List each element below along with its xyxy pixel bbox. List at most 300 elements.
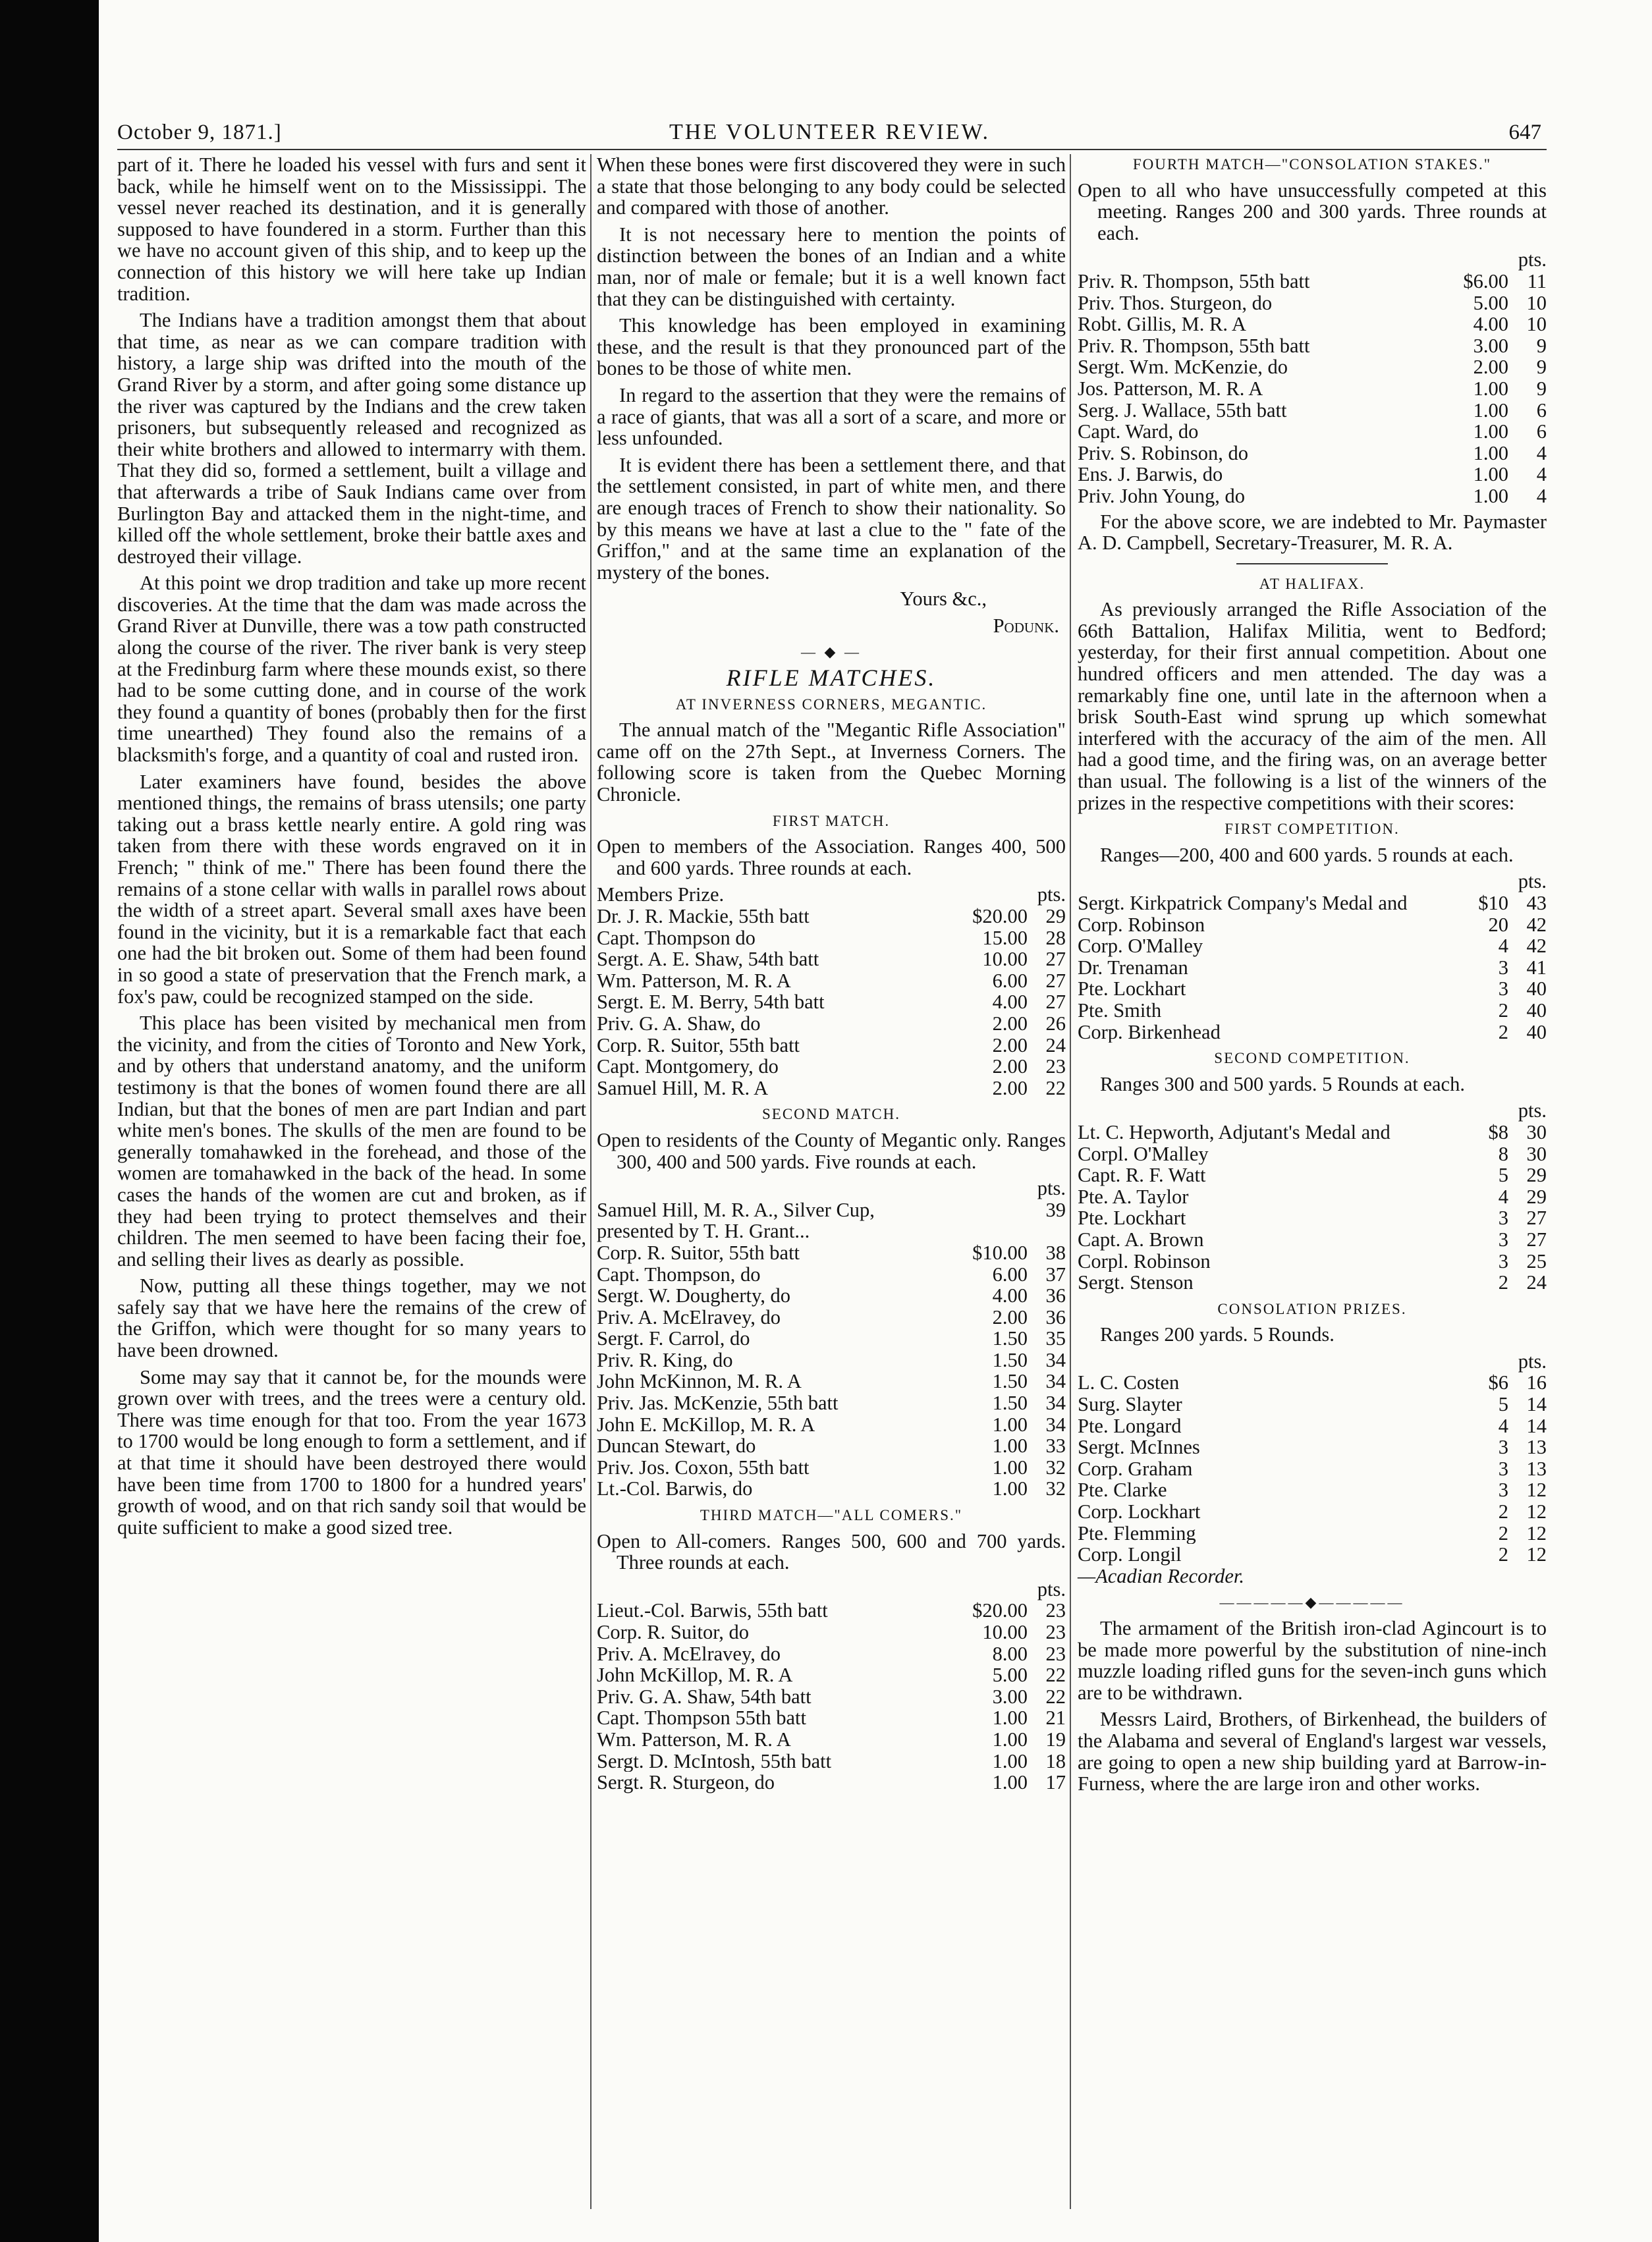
competitor-name: Priv. S. Robinson, do (1078, 442, 1249, 464)
competitor-name: Lt. C. Hepworth, Adjutant's Medal and (1078, 1121, 1390, 1143)
table-row (597, 1686, 1066, 1708)
prize-amount: 10.00 (982, 948, 1028, 971)
paragraph: When these bones were first discovered they were in such a state that those belonging to any body could be selected and compared with those of another. (597, 153, 1066, 219)
match-terms: Ranges—200, 400 and 600 yards. 5 rounds at each. (1100, 843, 1514, 866)
prize-amount: 2.00 (992, 1055, 1028, 1078)
paragraph: The armament of the British iron-clad Agincourt is to be made more powerful by the substitution of nine-inch muzzle loading rifled guns for the seven-inch guns which are to be withdrawn. (1078, 1617, 1547, 1704)
prize-amount: 8 (1498, 1142, 1508, 1165)
points: 21 (1045, 1707, 1066, 1730)
subheading-second-competition: SECOND COMPETITION. (1214, 1050, 1410, 1067)
competitor-name: Pte. Lockhart (1078, 978, 1186, 1000)
pts-label: pts. (1037, 1177, 1066, 1200)
table-row (597, 1078, 1066, 1099)
table-row (1078, 485, 1547, 507)
score-table-third-match (597, 1600, 1066, 1793)
table-row (1078, 1143, 1547, 1165)
competitor-name: Lieut.-Col. Barwis, 55th batt (597, 1600, 828, 1622)
prize-amount: 1.00 (1473, 463, 1508, 486)
competitor-name: Wm. Patterson, M. R. A (597, 1728, 791, 1751)
column-1 (117, 154, 586, 1543)
paragraph: part of it. There he loaded his vessel with furs and sent it back, while he himself went on to the Mississippi. The vessel never reached its destination, and it is generally supposed to have foundered in a storm. Further than this we have no account given of this ship, and to keep up the connection of this history we will here take up Indian tradition. (117, 153, 586, 305)
table-row (1078, 957, 1547, 979)
divider (1236, 563, 1388, 564)
prize-amount: 1.00 (992, 1435, 1028, 1458)
points: 27 (1526, 1228, 1547, 1251)
points: 27 (1045, 948, 1066, 971)
prize-amount: 6.00 (992, 1263, 1028, 1286)
competitor-name: Dr. J. R. Mackie, 55th batt (597, 906, 810, 927)
points: 41 (1526, 956, 1547, 979)
table-row (1078, 1164, 1547, 1186)
column-divider-1 (590, 154, 592, 2209)
header-date: October 9, 1871.] (117, 121, 282, 144)
source-credit: —Acadian Recorder. (1078, 1564, 1244, 1587)
points: 4 (1536, 441, 1547, 464)
prize-amount: 1.00 (992, 1456, 1028, 1479)
prize-amount: $20.00 (972, 905, 1028, 927)
subheading-fourth-match: FOURTH MATCH—"CONSOLATION STAKES." (1132, 156, 1492, 173)
pts-label: pts. (1518, 248, 1547, 271)
ornament-divider: —————◆————— (1219, 1594, 1405, 1611)
competitor-name: Lt.-Col. Barwis, do (597, 1478, 753, 1500)
paragraph: Messrs Laird, Brothers, of Birkenhead, the builders of the Alabama and several of England's largest war vessels, are going to open a new ship building yard at Barrow-in-Furness, where the are large iron and other works. (1078, 1708, 1547, 1795)
table-row (1078, 1458, 1547, 1480)
competitor-name: Ens. J. Barwis, do (1078, 464, 1223, 485)
competitor-name: L. C. Costen (1078, 1372, 1180, 1394)
points: 36 (1045, 1284, 1066, 1307)
competitor-name: Sergt. W. Dougherty, do (597, 1285, 790, 1307)
prize-amount: 5 (1498, 1164, 1508, 1187)
points: 17 (1045, 1771, 1066, 1794)
points: 23 (1045, 1055, 1066, 1078)
pts-label: pts. (1037, 883, 1066, 906)
points: 36 (1045, 1305, 1066, 1328)
prize-amount: 20 (1488, 913, 1508, 936)
competitor-name: Corp. R. Suitor, 55th batt (597, 1034, 800, 1056)
competitor-name: Sergt. Wm. McKenzie, do (1078, 356, 1288, 378)
table-row (1078, 935, 1547, 957)
prize-amount (955, 1199, 1028, 1242)
prize-amount: 2.00 (992, 1305, 1028, 1328)
points: 42 (1526, 913, 1547, 936)
prize-amount: 2.00 (992, 1033, 1028, 1056)
competitor-name: Jos. Patterson, M. R. A (1078, 377, 1263, 400)
points: 13 (1526, 1457, 1547, 1480)
subheading-third-match: THIRD MATCH—"ALL COMERS." (700, 1507, 963, 1524)
ornament-divider: — ◆ — (801, 643, 862, 661)
table-row (1078, 335, 1547, 357)
competitor-name: Robt. Gillis, M. R. A (1078, 314, 1246, 335)
column-3 (1078, 154, 1547, 1800)
points: 23 (1045, 1642, 1066, 1665)
points: 23 (1045, 1621, 1066, 1643)
points: 29 (1526, 1185, 1547, 1208)
competitor-name: Sergt. Stenson (1078, 1272, 1194, 1294)
table-row (1078, 378, 1547, 400)
table-row (597, 1242, 1066, 1264)
points: 22 (1045, 1076, 1066, 1099)
competitor-name: Sergt. D. McIntosh, 55th batt (597, 1750, 832, 1772)
prize-amount: 3 (1498, 1436, 1508, 1459)
points: 12 (1526, 1521, 1547, 1545)
table-row (1078, 1000, 1547, 1022)
table-row (597, 1707, 1066, 1729)
score-table-second-match (597, 1199, 1066, 1500)
score-table-fourth-match (1078, 271, 1547, 507)
table-row (1078, 1122, 1547, 1143)
table-row (1078, 292, 1547, 314)
competitor-name: Capt. R. F. Watt (1078, 1164, 1206, 1186)
prize-amount: 8.00 (992, 1642, 1028, 1665)
prize-amount: 1.50 (992, 1370, 1028, 1393)
prize-amount: $6 (1488, 1371, 1508, 1394)
competitor-name: Capt. Thompson do (597, 927, 756, 949)
signature: Podunk. (993, 614, 1059, 637)
prize-amount: 2.00 (1473, 356, 1508, 379)
prize-amount: 15.00 (982, 926, 1028, 949)
prize-amount: 4 (1498, 1414, 1508, 1437)
prize-amount: $8 (1488, 1120, 1508, 1143)
prize-amount: 1.00 (992, 1771, 1028, 1794)
competitor-name: Samuel Hill, M. R. A (597, 1077, 769, 1099)
table-row (1078, 1523, 1547, 1545)
book-binding-edge (0, 0, 99, 2242)
points: 35 (1045, 1327, 1066, 1350)
competitor-name: Pte. Smith (1078, 999, 1162, 1022)
prize-amount: 1.00 (992, 1707, 1028, 1730)
table-row (1078, 314, 1547, 335)
competitor-name: Capt. A. Brown (1078, 1228, 1204, 1251)
prize-amount: 5.00 (992, 1664, 1028, 1687)
paragraph: The annual match of the "Megantic Rifle Association" came off on the 27th Sept., at Inverness Corners. The following score is taken from the Quebec Morning Chronicle. (597, 719, 1066, 806)
score-table-consolation (1078, 1372, 1547, 1565)
table-row (597, 1435, 1066, 1457)
points: 22 (1045, 1685, 1066, 1708)
points: 27 (1526, 1207, 1547, 1230)
competitor-name: Samuel Hill, M. R. A., Silver Cup, presented by T. H. Grant... (597, 1199, 875, 1242)
table-row (1078, 421, 1547, 443)
points: 28 (1045, 926, 1066, 949)
table-row (597, 1056, 1066, 1078)
points: 34 (1045, 1348, 1066, 1371)
competitor-name: Priv. G. A. Shaw, 54th batt (597, 1685, 812, 1708)
prize-amount: 1.00 (992, 1413, 1028, 1436)
points: 12 (1526, 1500, 1547, 1523)
table-row (1078, 1207, 1547, 1229)
points: 43 (1526, 892, 1547, 914)
prize-amount: 3.00 (992, 1685, 1028, 1708)
table-row (597, 1751, 1066, 1772)
competitor-name: Pte. Clarke (1078, 1479, 1167, 1502)
table-row (1078, 1501, 1547, 1523)
competitor-name: Corp. Lockhart (1078, 1501, 1201, 1523)
paragraph: It is not necessary here to mention the points of distinction between the bones of an Indian and a white man, nor of male or female; but it is a well known fact that they can be distinguished with certainty. (597, 223, 1066, 310)
pts-label: pts. (1518, 870, 1547, 893)
subheading-halifax: AT HALIFAX. (1259, 575, 1365, 592)
prize-amount: 4.00 (992, 991, 1028, 1014)
table-row (597, 948, 1066, 970)
points: 37 (1045, 1263, 1066, 1286)
table-row (597, 1414, 1066, 1436)
table-row (1078, 1544, 1547, 1566)
points: 4 (1536, 484, 1547, 507)
competitor-name: Pte. Longard (1078, 1415, 1182, 1437)
table-row (597, 1264, 1066, 1286)
points: 24 (1045, 1033, 1066, 1056)
table-row (597, 970, 1066, 992)
paragraph: Some may say that it cannot be, for the mounds were grown over with trees, and the trees were a century old. There was time enough for that too. From the year 1673 to 1700 would be long enough to form a settlement, and if at that time it should have been destroyed there would have been time from 1700 to 1800 for a hundred years' growth of wood, and on that rich sandy soil that would be quite sufficient to make a good sized tree. (117, 1365, 586, 1539)
table-row (597, 1013, 1066, 1035)
points: 40 (1526, 998, 1547, 1022)
competitor-name: Priv. R. Thompson, 55th batt (1078, 270, 1310, 292)
prize-amount: 1.00 (992, 1477, 1028, 1500)
paragraph: For the above score, we are indebted to Mr. Paymaster A. D. Campbell, Secretary-Treasurer, M. R. A. (1078, 510, 1547, 555)
points: 32 (1045, 1456, 1066, 1479)
match-terms: Ranges 200 yards. 5 Rounds. (1100, 1323, 1335, 1346)
prize-amount: 2 (1498, 1020, 1508, 1043)
points: 32 (1045, 1477, 1066, 1500)
points: 6 (1536, 420, 1547, 443)
points: 42 (1526, 935, 1547, 958)
points: 27 (1045, 969, 1066, 992)
prize-amount: 2 (1498, 1521, 1508, 1545)
points: 12 (1526, 1479, 1547, 1502)
points: 40 (1526, 1020, 1547, 1043)
match-terms: Open to all who have unsuccessfully competed at this meeting. Ranges 200 and 300 yards. Three rounds at each. (1078, 178, 1547, 244)
table-row (597, 991, 1066, 1013)
prize-amount: 2.00 (992, 1012, 1028, 1035)
match-terms: Open to All-comers. Ranges 500, 600 and 700 yards. Three rounds at each. (597, 1529, 1066, 1574)
prize-amount: 4.00 (992, 1284, 1028, 1307)
prize-amount: 1.00 (1473, 484, 1508, 507)
competitor-name: Dr. Trenaman (1078, 956, 1188, 979)
table-row (1078, 1372, 1547, 1394)
prize-amount: 10.00 (982, 1621, 1028, 1643)
paragraph: Later examiners have found, besides the above mentioned things, the remains of brass utensils; one party taking out a brass kettle nearly entire. A gold ring was taken from there with these words engraved on it in French; " think of me." There has been found there the remains of a stone cellar with walls in parallel rows about the width of a street apart. Several small axes have been found in the vicinity, but it is a remarkable fact that each one had the bit broken out. Some of them had been found in so good a state of preservation that the French mark, a fox's paw, could be recognized stamped on the side. (117, 770, 586, 1008)
table-row (1078, 1022, 1547, 1043)
table-row (1078, 443, 1547, 464)
competitor-name: Priv. G. A. Shaw, do (597, 1012, 761, 1035)
table-row (1078, 892, 1547, 914)
competitor-name: Serg. J. Wallace, 55th batt (1078, 399, 1287, 422)
points: 30 (1526, 1142, 1547, 1165)
points: 22 (1045, 1664, 1066, 1687)
points: 25 (1526, 1249, 1547, 1272)
prize-amount: $20.00 (972, 1599, 1028, 1622)
prize-amount: 2 (1498, 1543, 1508, 1566)
competitor-name: Sergt. R. Sturgeon, do (597, 1772, 775, 1793)
prize-amount: 5.00 (1473, 291, 1508, 314)
match-terms: Open to residents of the County of Megantic only. Ranges 300, 400 and 500 yards. Five rounds at each. (597, 1128, 1066, 1173)
table-row (597, 1600, 1066, 1622)
points: 11 (1527, 269, 1547, 292)
prize-amount: $10 (1478, 892, 1508, 914)
points: 34 (1045, 1413, 1066, 1436)
pts-label: pts. (1518, 1099, 1547, 1122)
pts-label: pts. (1037, 1577, 1066, 1600)
competitor-name: Capt. Thompson 55th batt (597, 1707, 806, 1729)
table-row (597, 1772, 1066, 1793)
competitor-name: Priv. Jos. Coxon, 55th batt (597, 1456, 810, 1479)
prize-amount: 3 (1498, 977, 1508, 1000)
table-row (597, 1371, 1066, 1392)
header-title: THE VOLUNTEER REVIEW. (669, 120, 991, 144)
competitor-name: Capt. Montgomery, do (597, 1056, 779, 1078)
prize-amount: 1.50 (992, 1392, 1028, 1415)
competitor-name: Sergt. Kirkpatrick Company's Medal and (1078, 892, 1408, 914)
match-terms: Open to members of the Association. Ranges 400, 500 and 600 yards. Three rounds at each. (597, 835, 1066, 879)
table-row (597, 1664, 1066, 1686)
subheading-second-match: SECOND MATCH. (761, 1106, 901, 1123)
competitor-name: Corp. Longil (1078, 1544, 1182, 1566)
paragraph: This place has been visited by mechanical men from the vicinity, and from the cities of Toronto and New York, and by others that understand anatomy, and the uniform testimony is that the bones of women found there are all Indian, but that the bones of men are part Indian and part white men's bones. The skulls of the men are found to be generally tomahawked in the forehead, and those of the women are tomahawked in the back of the head. In some cases the hands of the women are cut and broken, as if they had been trying to protect themselves and their children. The men seemed to have been facing their foe, and selling their lives as dearly as possible. (117, 1012, 586, 1271)
competitor-name: Corp. R. Suitor, do (597, 1622, 749, 1643)
score-table-second-competition (1078, 1122, 1547, 1294)
subheading-consolation: CONSOLATION PRIZES. (1217, 1300, 1407, 1317)
competitor-name: Priv. A. McElravey, do (597, 1643, 781, 1665)
column-divider-2 (1070, 154, 1071, 2209)
table-row (597, 1199, 1066, 1242)
competitor-name: Priv. Thos. Sturgeon, do (1078, 292, 1273, 314)
points: 29 (1045, 905, 1066, 927)
prize-amount: 3 (1498, 1228, 1508, 1251)
competitor-name: John McKinnon, M. R. A (597, 1371, 802, 1393)
signoff: Yours &c., (900, 588, 987, 611)
competitor-name: Corp. Graham (1078, 1458, 1193, 1480)
points: 24 (1526, 1271, 1547, 1294)
column-label: Members Prize. (597, 884, 725, 906)
competitor-name: Capt. Thompson, do (597, 1263, 761, 1286)
prize-amount: 2 (1498, 1271, 1508, 1294)
prize-amount: 3 (1498, 1249, 1508, 1272)
table-row (1078, 271, 1547, 292)
competitor-name: Priv. Jas. McKenzie, 55th batt (597, 1392, 839, 1414)
table-row (597, 1392, 1066, 1414)
competitor-name: John McKillop, M. R. A (597, 1664, 793, 1686)
prize-amount: 1.00 (1473, 398, 1508, 422)
paragraph: It is evident there has been a settlement there, and that the settlement consisted, in part of white men, and there are enough traces of French to show their nationality. So by this means we have at last a clue to the " fate of the Griffon," and at the same time an explanation of the mystery of the bones. (597, 453, 1066, 584)
prize-amount: 3.00 (1473, 334, 1508, 357)
points: 16 (1526, 1371, 1547, 1394)
competitor-name: Sergt. F. Carrol, do (597, 1328, 750, 1350)
prize-amount: 2.00 (992, 1076, 1028, 1099)
section-title-rifle-matches: RIFLE MATCHES. (726, 665, 937, 692)
points: 6 (1536, 398, 1547, 422)
points: 27 (1045, 991, 1066, 1014)
table-row (1078, 1272, 1547, 1294)
competitor-name: Corp. Robinson (1078, 914, 1205, 936)
table-row (597, 1328, 1066, 1350)
points: 34 (1045, 1392, 1066, 1415)
points: 26 (1045, 1012, 1066, 1035)
competitor-name: Corp. Birkenhead (1078, 1021, 1221, 1043)
score-table-first-competition (1078, 892, 1547, 1043)
competitor-name: Priv. R. King, do (597, 1349, 733, 1371)
subheading-first-match: FIRST MATCH. (772, 812, 891, 829)
paragraph: The Indians have a tradition amongst them that about that time, as near as we can compare tradition with history, a large ship was drifted into the mouth of the Grand River by a storm, and after going some distance up the river was captured by the Indians and the crew taken prisoners, but subsequently released and recognized as their white brothers and allowed to intermarry with them. That they did so, formed a settlement, built a village and that afterwards a tribe of Sauk Indians came over from Burlington Bay and attacked them in the night-time, and killed off the whole settlement, broke their battle axes and destroyed their village. (117, 309, 586, 568)
competitor-name: Corp. O'Malley (1078, 935, 1203, 957)
competitor-name: Pte. Lockhart (1078, 1207, 1186, 1229)
competitor-name: Pte. A. Taylor (1078, 1186, 1189, 1208)
competitor-name: Capt. Ward, do (1078, 421, 1199, 443)
prize-amount: 6.00 (992, 969, 1028, 992)
prize-amount: 4 (1498, 935, 1508, 958)
table-row (1078, 1251, 1547, 1272)
paragraph: This knowledge has been employed in examining these, and the result is that they pronounced part of the bones to be those of white men. (597, 314, 1066, 380)
points: 34 (1045, 1370, 1066, 1393)
competitor-name: Priv. A. McElravey, do (597, 1306, 781, 1328)
points: 18 (1045, 1749, 1066, 1772)
paragraph: In regard to the assertion that they were the remains of a race of giants, that was all a sort of a scare, and more or less unfounded. (597, 383, 1066, 450)
subheading-inverness: AT INVERNESS CORNERS, MEGANTIC. (675, 696, 987, 713)
prize-amount: 1.00 (1473, 377, 1508, 400)
prize-amount: 2 (1498, 1500, 1508, 1523)
prize-amount: 1.50 (992, 1327, 1028, 1350)
table-row (1078, 1186, 1547, 1208)
points: 39 (1045, 1198, 1066, 1221)
prize-amount: 2 (1498, 998, 1508, 1022)
paragraph: As previously arranged the Rifle Association of the 66th Battalion, Halifax Militia, went to Bedford; yesterday, for their first annual competition. About one hundred officers and men attended. The day was a remarkably fine one, until late in the afternoon when a brisk South-East wind sprung up which somewhat interfered with the accuracy of the aim of the men. All had a good time, and the firing was, on an average better than usual. The following is a list of the winners of the prizes in the respective competitions with their scores: (1078, 598, 1547, 814)
points: 19 (1045, 1728, 1066, 1751)
competitor-name: Duncan Stewart, do (597, 1435, 756, 1457)
table-row (1078, 1394, 1547, 1415)
points: 14 (1526, 1414, 1547, 1437)
prize-amount: 1.00 (1473, 441, 1508, 464)
table-row (1078, 1436, 1547, 1458)
points: 29 (1526, 1164, 1547, 1187)
paragraph: Now, putting all these things together, may we not safely say that we have here the remains of the crew of the Griffon, which were thought for so many years to have been drowned. (117, 1274, 586, 1362)
table-row (1078, 1415, 1547, 1437)
match-terms: Ranges 300 and 500 yards. 5 Rounds at each. (1100, 1072, 1465, 1095)
points: 40 (1526, 977, 1547, 1000)
prize-amount: $10.00 (972, 1241, 1028, 1264)
prize-amount: 3 (1498, 1479, 1508, 1502)
prize-amount: 4.00 (1473, 313, 1508, 336)
competitor-name: Priv. John Young, do (1078, 485, 1245, 507)
table-row (597, 1285, 1066, 1307)
table-row (597, 1622, 1066, 1643)
table-row (597, 1729, 1066, 1751)
prize-amount: 1.00 (1473, 420, 1508, 443)
points: 4 (1536, 463, 1547, 486)
prize-amount: 5 (1498, 1393, 1508, 1416)
points: 38 (1045, 1241, 1066, 1264)
prize-amount: 1.00 (992, 1749, 1028, 1772)
points: 9 (1536, 334, 1547, 357)
table-row (1078, 464, 1547, 485)
table-row (597, 1478, 1066, 1500)
table-row (1078, 356, 1547, 378)
competitor-name: Corp. R. Suitor, 55th batt (597, 1242, 800, 1264)
table-row (597, 1350, 1066, 1371)
points: 9 (1536, 356, 1547, 379)
competitor-name: Pte. Flemming (1078, 1522, 1196, 1545)
points: 12 (1526, 1543, 1547, 1566)
competitor-name: Wm. Patterson, M. R. A (597, 970, 791, 992)
competitor-name: Corpl. O'Malley (1078, 1143, 1209, 1165)
table-row (1078, 1479, 1547, 1501)
prize-amount: 4 (1498, 1185, 1508, 1208)
competitor-name: Sergt. A. E. Shaw, 54th batt (597, 948, 819, 970)
prize-amount: $6.00 (1463, 269, 1508, 292)
competitor-name: John E. McKillop, M. R. A (597, 1413, 815, 1436)
competitor-name: Sergt. E. M. Berry, 54th batt (597, 991, 825, 1013)
paragraph: At this point we drop tradition and take up more recent discoveries. At the time that the dam was made across the Grand River at Dunville, there was a tow path constructed along the course of the river. The river bank is very steep at the Fredinburg farm where these mounds exist, so there had to be some cutting done, and in course of the work they found a quantity of bones (probably then for the first time unearthed) They found also the remains of a blacksmith's forge, and a quantity of coal and rusted iron. (117, 572, 586, 767)
column-2 (597, 154, 1066, 1793)
table-row (597, 1307, 1066, 1328)
score-table-first-match (597, 884, 1066, 1099)
competitor-name: Corpl. Robinson (1078, 1250, 1211, 1272)
